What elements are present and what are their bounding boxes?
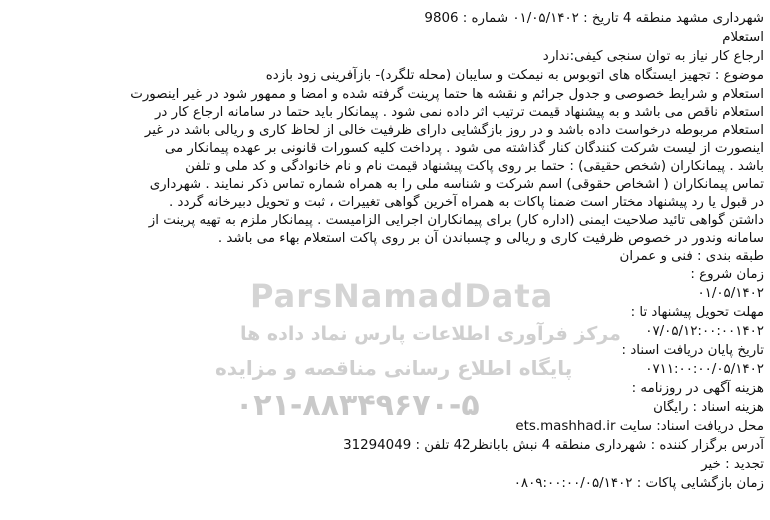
body-line: استعلام مربوطه درخواست داده باشد و در روز بازگشایی دارای ظرفیت خالی از لحاظ کاری و ریالی باشد در غیر [144, 123, 764, 138]
ad-cost-line: هزینه آگهی در روزنامه : [631, 381, 764, 396]
docs-end-value: ۰۷۱۱:۰۰:۰۰/۰۵/۱۴۰۲ [645, 362, 764, 377]
body-line: تماس پیمانکاران ( اشخاص حقوقی) اسم شرکت و شناسه ملی را به همراه شماره تماس ذکر نمایند . شهرداری [149, 177, 764, 192]
category-line: طبقه بندی : فنی و عمران [619, 249, 764, 264]
docs-end-label: تاریخ پایان دریافت اسناد : [621, 343, 764, 358]
deadline-value: ۰۷/۰۵/۱۲:۰۰:۰۰۱۴۰۲ [645, 324, 764, 339]
address-line: آدرس برگزار کننده : شهرداری منطقه 4 نبش بابانظر42 تلفن : 31294049 [343, 438, 764, 453]
body-line: باشد . پیمانکاران (شخص حقیقی) : حتما بر روی پاکت پیشنهاد قیمت نام و نام خانوادگی و کد ملی و تلفن [185, 159, 764, 174]
watermark-line: مرکز فرآوری اطلاعات پارس نماد داده ها [240, 323, 621, 345]
watermark-brand: ParsNamadData [250, 277, 554, 315]
header-line: شهرداری مشهد منطقه 4 تاریخ : ۰۱/۰۵/۱۴۰۲ شماره : 9806 [424, 11, 764, 26]
body-line: اینصورت از لیست شرکت کنندگان کنار گذاشته می شود . پرداخت کلیه کسورات قانونی بر عهده پیمانکار می [164, 141, 764, 156]
watermark-line: پایگاه اطلاع رسانی مناقصه و مزایده [215, 356, 573, 380]
notice-heading: استعلام [722, 30, 764, 45]
body-line: در قبول یا رد پیشنهاد مختار است ضمنا پاکات به همراه آخرین گواهی تغییرات ، ثبت و تحویل دبیرخانه گردد . [169, 195, 764, 210]
start-time-label: زمان شروع : [690, 267, 764, 282]
subject-line: موضوع : تجهیز ایستگاه های اتوبوس به نیمکت و سایبان (محله تلگرد)- بازآفرینی زود بازده [265, 68, 764, 83]
watermark-phone: ۰۲۱-۸۸۳۴۹۶۷۰-۵ [235, 388, 480, 423]
start-time-value: ۰۱/۰۵/۱۴۰۲ [697, 286, 764, 301]
docs-cost-line: هزینه اسناد : رایگان [653, 400, 764, 415]
deadline-label: مهلت تحویل پیشنهاد تا : [630, 305, 764, 320]
body-line: سامانه وندور در خصوص ظرفیت کاری و ریالی و چسباندن آن بر روی پاکت استعلام بهاء می باشد . [217, 231, 764, 246]
body-line: استعلام و شرایط خصوصی و جدول جرائم و نقشه ها حتما پرینت گرفته شده و امضا و ممهور شود در غیر اینصورت [130, 87, 764, 102]
renewal-line: تجدید : خیر [701, 457, 764, 472]
referral-line: ارجاع کار نیاز به توان سنجی کیفی:ندارد [542, 49, 764, 64]
docs-location-line: محل دریافت اسناد: سایت ets.mashhad.ir [515, 419, 764, 434]
body-line: داشتن گواهی تائید صلاحیت ایمنی (اداره کار) برای پیمانکاران اجرایی الزامیست . پیمانکار ملزم به تهیه پرینت از [148, 213, 764, 228]
opening-time-line: زمان بازگشایی پاکات : ۰۸۰۹:۰۰:۰۰/۰۵/۱۴۰۲ [513, 476, 764, 491]
body-line: استعلام ناقص می باشد و به پیشنهاد قیمت ترتیب اثر داده نمی شود . پیمانکار باید حتما در سامانه ارجاع کار در [154, 105, 764, 120]
